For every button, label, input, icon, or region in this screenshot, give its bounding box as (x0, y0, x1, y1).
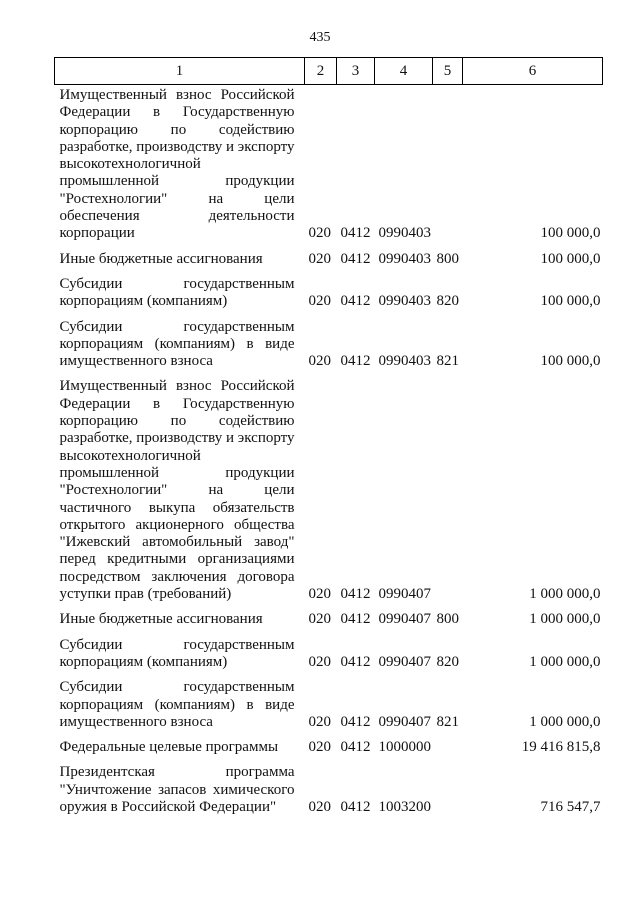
amount-cell: 100 000,0 (540, 250, 601, 267)
section-code-cell: 0412 (340, 739, 371, 756)
section-code-cell: 0412 (340, 713, 371, 730)
ministry-code-cell: 020 (308, 611, 331, 628)
section-code-cell: 0412 (340, 798, 371, 815)
target-article-cell: 0990407 (378, 611, 431, 628)
expense-type-cell: 820 (436, 293, 459, 310)
column-header-6: 6 (463, 58, 603, 85)
ministry-code-cell: 020 (308, 713, 331, 730)
table-row (55, 629, 603, 672)
target-article-cell: 1000000 (378, 739, 431, 756)
target-article-cell: 0990407 (378, 713, 431, 730)
target-article-cell: 0990403 (378, 293, 431, 310)
ministry-code-cell: 020 (308, 225, 331, 242)
description-cell: Субсидии государственным корпорациям (компаниям) в виде имущественного взноса (59, 318, 295, 370)
description-cell: Имущественный взнос Российской Федерации в Государственную корпорацию по содействию разработке, производству и экспорту высокотехнологичной промышленной продукции "Ростехнологии" на цели частичного выкупа обязательств открытого акционерного общества "Ижевский автомобильный завод" перед кредитными организациями посредством заключения договора уступки прав (требований) (59, 378, 295, 603)
expense-type-cell (433, 85, 463, 243)
amount-cell: 100 000,0 (540, 293, 601, 310)
amount-cell: 1 000 000,0 (529, 586, 601, 603)
section-code-cell: 0412 (340, 653, 371, 670)
amount-cell: 1 000 000,0 (529, 713, 601, 730)
target-article-cell: 0990403 (378, 250, 431, 267)
amount-cell: 100 000,0 (540, 353, 601, 370)
column-header-3: 3 (337, 58, 375, 85)
description-cell: Субсидии государственным корпорациям (компаниям) (59, 275, 295, 310)
description-cell: Субсидии государственным корпорациям (компаниям) в виде имущественного взноса (59, 679, 295, 730)
expense-type-cell (433, 731, 463, 756)
page-number: 435 (309, 30, 331, 45)
section-code-cell: 0412 (340, 586, 371, 603)
ministry-code-cell: 020 (308, 739, 331, 756)
expense-type-cell (433, 370, 463, 603)
column-header-5: 5 (433, 58, 463, 85)
table-row (55, 243, 603, 268)
section-code-cell: 0412 (340, 225, 371, 242)
description-cell: Иные бюджетные ассигнования (59, 611, 263, 628)
table-row (55, 311, 603, 371)
table-body (55, 85, 603, 817)
expense-type-cell: 821 (436, 713, 459, 730)
ministry-code-cell: 020 (308, 653, 331, 670)
ministry-code-cell: 020 (308, 586, 331, 603)
ministry-code-cell: 020 (308, 798, 331, 815)
target-article-cell: 0990407 (378, 586, 431, 603)
description-cell: Имущественный взнос Российской Федерации в Государственную корпорацию по содействию разработке, производству и экспорту высокотехнологичной промышленной продукции "Ростехнологии" на цели обеспечения деятельности корпорации (59, 87, 295, 242)
table-row (55, 370, 603, 603)
expense-type-cell: 821 (436, 353, 459, 370)
amount-cell: 100 000,0 (540, 225, 601, 242)
description-cell: Президентская программа "Уничтожение запасов химического оружия в Российской Федерации" (59, 764, 295, 815)
ministry-code-cell: 020 (308, 353, 331, 370)
amount-cell: 19 416 815,8 (521, 739, 601, 756)
column-header-2: 2 (305, 58, 337, 85)
table-row (55, 671, 603, 731)
target-article-cell: 0990407 (378, 653, 431, 670)
target-article-cell: 0990403 (378, 225, 431, 242)
section-code-cell: 0412 (340, 353, 371, 370)
table-row (55, 756, 603, 816)
description-cell: Федеральные целевые программы (59, 739, 279, 756)
target-article-cell: 0990403 (378, 353, 431, 370)
ministry-code-cell: 020 (308, 293, 331, 310)
amount-cell: 1 000 000,0 (529, 611, 601, 628)
expense-type-cell: 800 (436, 611, 459, 628)
target-article-cell: 1003200 (378, 798, 431, 815)
section-code-cell: 0412 (340, 293, 371, 310)
amount-cell: 1 000 000,0 (529, 653, 601, 670)
column-header-1: 1 (55, 58, 305, 85)
section-code-cell: 0412 (340, 611, 371, 628)
table-row (55, 268, 603, 311)
table-row (55, 85, 603, 243)
amount-cell: 716 547,7 (540, 798, 601, 815)
header-row (55, 58, 603, 85)
description-cell: Субсидии государственным корпорациям (компаниям) (59, 636, 295, 670)
expense-type-cell: 800 (436, 250, 459, 267)
ministry-code-cell: 020 (308, 250, 331, 267)
expense-type-cell: 820 (436, 653, 459, 670)
column-header-4: 4 (375, 58, 433, 85)
description-cell: Иные бюджетные ассигнования (59, 250, 263, 267)
budget-table (54, 57, 603, 816)
section-code-cell: 0412 (340, 250, 371, 267)
expense-type-cell (433, 756, 463, 816)
table-row (55, 731, 603, 756)
table-row (55, 603, 603, 628)
